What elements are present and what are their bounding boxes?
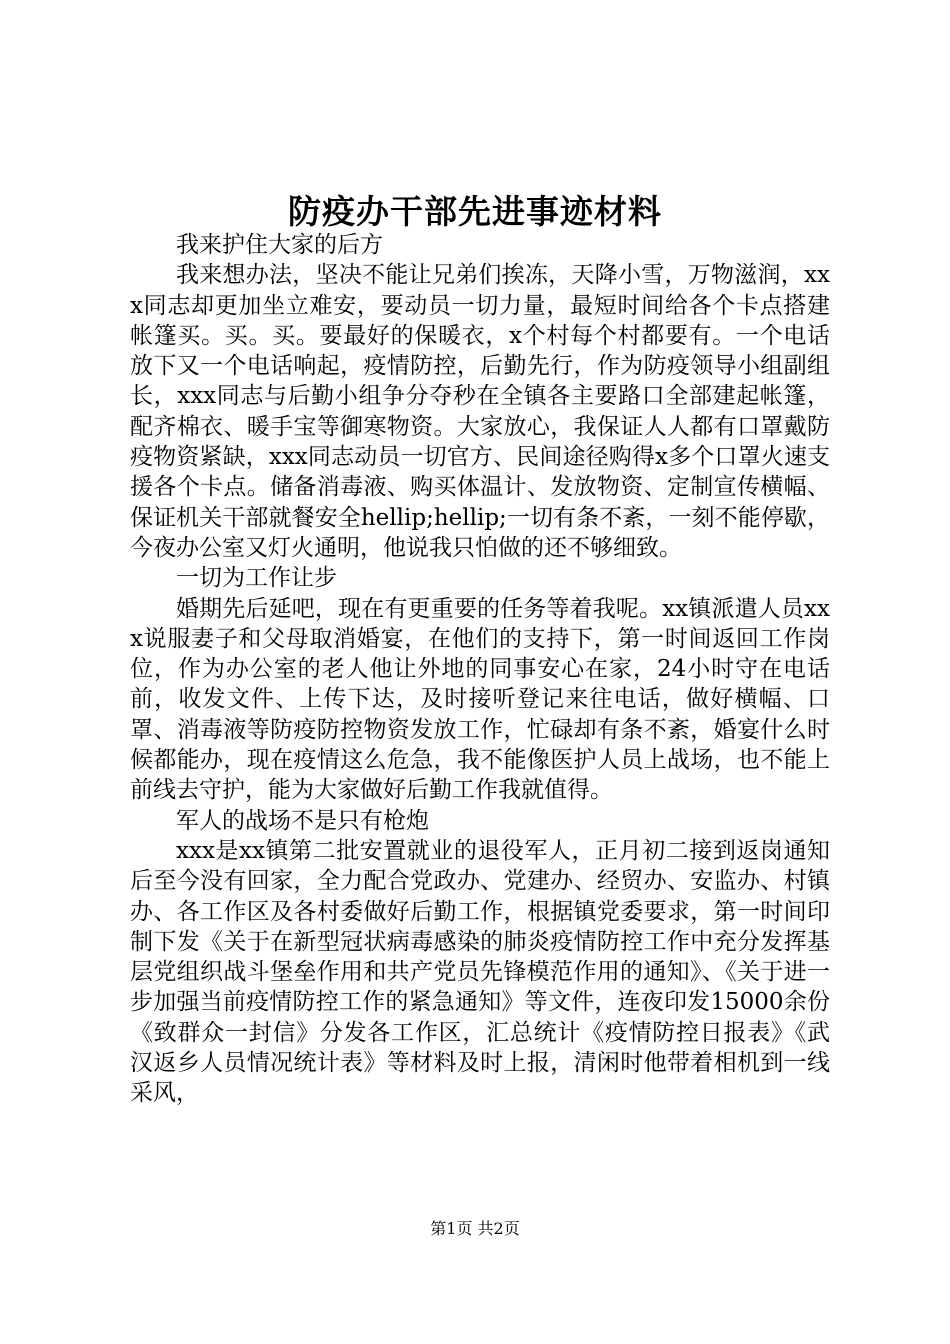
document-body [130,230,830,1109]
page-footer: 第1页 共2页 [430,1219,520,1238]
section-paragraph-3: xxx是xx镇第二批安置就业的退役军人，正月初二接到返岗通知后至今没有回家，全力配合党政办、党建办、经贸办、安监办、村镇办、各工作区及各村委做好后勤工作，根据镇党委要求，第一时间印制下发《关于在新型冠状病毒感染的肺炎疫情防控工作中充分发挥基层党组织战斗堡垒作用和共产党员先锋模范作用的通知》、《关于进一步加强当前疫情防控工作的紧急通知》等文件，连夜印发15000余份《致群众一封信》分发各工作区，汇总统计《疫情防控日报表》《武汉返乡人员情况统计表》等材料及时上报，清闲时他带着相机到一线采风， [130,837,830,1107]
section-heading-1: 我来护住大家的后方 [176,232,383,258]
section-paragraph-1: 我来想办法，坚决不能让兄弟们挨冻，天降小雪，万物滋润，xxx同志却更加坐立难安，要动员一切力量，最短时间给各个卡点搭建帐篷买。买。买。要最好的保暖衣，x个村每个村都要有。一个电话放下又一个电话响起，疫情防控，后勤先行，作为防疫领导小组副组长，xxx同志与后勤小组争分夺秒在全镇各主要路口全部建起帐篷，配齐棉衣、暖手宝等御寒物资。大家放心，我保证人人都有口罩戴防疫物资紧缺，xxx同志动员一切官方、民间途径购得x多个口罩火速支援各个卡点。储备消毒液、购买体温计、发放物资、定制宣传横幅、保证机关干部就餐安全hellip;hellip;一切有条不紊，一刻不能停歇，今夜办公室又灯火通明，他说我只怕做的还不够细致。 [130,262,830,561]
section-heading-2: 一切为工作让步 [176,565,337,592]
section-heading-3: 军人的战场不是只有枪炮 [176,807,429,834]
document-title: 防疫办干部先进事迹材料 [288,192,662,231]
section-paragraph-2: 婚期先后延吧，现在有更重要的任务等着我呢。xx镇派遣人员xxx说服妻子和父母取消婚宴，在他们的支持下，第一时间返回工作岗位，作为办公室的老人他让外地的同事安心在家，24小时守在电话前，收发文件、上传下达，及时接听登记来往电话，做好横幅、口罩、消毒液等防疫防控物资发放工作，忙碌却有条不紊，婚宴什么时候都能办，现在疫情这么危急，我不能像医护人员上战场，也不能上前线去守护，能为大家做好后勤工作我就值得。 [130,595,830,804]
